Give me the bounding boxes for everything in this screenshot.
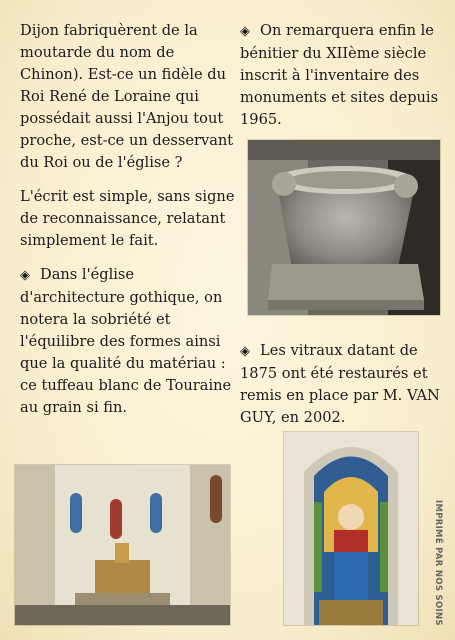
photo-holy-water-font — [248, 140, 440, 315]
paragraph-mustard-origin: Dijon fabriquèrent de la moutarde du nom de Chinon). Est-ce un fidèle du Roi René de Loraine qui possédait aussi l'Anjou tout proche, est-ce un desservant du Roi ou de l'église ? — [20, 22, 234, 171]
paragraph-gothic-church — [20, 264, 240, 419]
right-text-column-bottom — [240, 340, 440, 429]
paragraph-gothic-church-text: Dans l'église d'architecture gothique, on notera la sobriété et l'équilibre des formes ainsi que la qualité du matériau : ce tuffeau blanc de Touraine au grain si fin. — [20, 266, 232, 416]
printed-by-us-credit: IMPRIMÉ PAR NOS SOINS — [433, 500, 443, 626]
diamond-bullet-icon: ◈ — [20, 268, 30, 283]
photo-stained-glass-window — [284, 432, 418, 625]
photo-church-interior — [15, 465, 230, 625]
paragraph-font-inventory-text: On remarquera enfin le bénitier du XIIème siècle inscrit à l'inventaire des monuments et sites depuis 1965. — [240, 22, 439, 128]
right-text-column-top — [240, 20, 440, 131]
paragraph-stained-glass — [240, 340, 440, 429]
diamond-bullet-icon: ◈ — [240, 24, 250, 39]
diamond-bullet-icon: ◈ — [240, 344, 250, 359]
left-text-column — [20, 20, 240, 419]
paragraph-simple-writing: L'écrit est simple, sans signe de reconnaissance, relatant simplement le fait. — [20, 188, 235, 249]
paragraph-stained-glass-text: Les vitraux datant de 1875 ont été restaurés et remis en place par M. VAN GUY, en 2002. — [240, 342, 440, 426]
paragraph-font-inventory — [240, 20, 440, 131]
